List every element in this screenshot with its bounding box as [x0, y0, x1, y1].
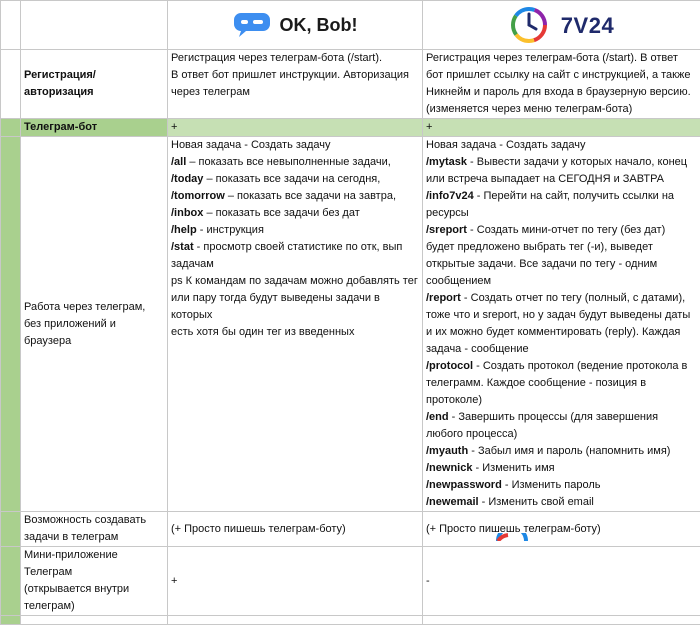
create-ok-cell: (+ Просто пишешь телеграм-боту) [168, 512, 423, 547]
header-corner-cell [21, 1, 168, 50]
command-description: - Создать протокол (ведение протокола в [473, 360, 687, 372]
bot-7v24-cell: + [423, 119, 700, 137]
mini-app-row [1, 547, 700, 616]
command-description: задачам [171, 258, 214, 270]
edge-cell [1, 50, 21, 119]
cell-line: Мини-приложение Телеграм [24, 547, 164, 581]
command-description: - Изменить имя [472, 462, 554, 474]
command-line [426, 154, 697, 171]
command-name: /end [426, 411, 449, 423]
command-description: - Вывести задачи у которых начало, конец [467, 156, 687, 168]
command-description: любого процесса) [426, 428, 517, 440]
registration-label: Регистрация/авторизация [21, 50, 168, 119]
create-label-cell [21, 512, 168, 547]
edge-cell [1, 119, 21, 137]
work-label: Работа через телеграм, без приложений и браузера [21, 137, 168, 512]
mini-app-7v24-cell: - [423, 547, 700, 616]
command-line [171, 154, 419, 171]
command-line [171, 290, 419, 324]
command-description: - Создать отчет по тегу (полный, с датами), [461, 292, 685, 304]
command-name: /help [171, 224, 197, 236]
command-name: /newpassword [426, 479, 502, 491]
command-description: телеграмм. Каждое сообщение - позиция в [426, 377, 646, 389]
command-name: /newnick [426, 462, 472, 474]
command-line [171, 222, 419, 239]
ok-bob-header [168, 1, 423, 50]
command-line [426, 222, 697, 239]
command-description: - Забыл имя и пароль (напомнить имя) [468, 445, 670, 457]
command-line [426, 324, 697, 341]
command-description: – показать все задачи на сегодня, [203, 173, 380, 185]
command-line [426, 239, 697, 256]
command-description: ресурсы [426, 207, 469, 219]
cell-line: В ответ бот пришлет инструкции. Авторизация [171, 67, 419, 84]
command-description: сообщением [426, 275, 491, 287]
command-line [171, 256, 419, 273]
mini-app-ok-cell: + [168, 547, 423, 616]
command-line [426, 358, 697, 375]
command-description: будет предложено выбрать тег (-и), выведет [426, 241, 653, 253]
registration-ok-cell [168, 50, 423, 119]
7v24-header [423, 1, 700, 50]
command-line [171, 205, 419, 222]
cell-line: Регистрация через телеграм-бота (/start). В ответ [426, 50, 697, 67]
command-line [171, 188, 419, 205]
chat-bubble-icon [233, 12, 271, 38]
command-line [426, 375, 697, 392]
bot-row [1, 119, 700, 137]
command-description: - Перейти на сайт, получить ссылки на [474, 190, 674, 202]
command-description: или встреча выпадает на СЕГОДНЯ и ЗАВТРА [426, 173, 664, 185]
work-row [1, 137, 700, 512]
command-line [426, 137, 697, 154]
work-ok-cell [168, 137, 423, 512]
command-description: задача - сообщение [426, 343, 529, 355]
command-line [426, 290, 697, 307]
7v24-name: 7V24 [561, 17, 614, 34]
command-line [426, 205, 697, 222]
command-name: /sreport [426, 224, 467, 236]
edge-cell [1, 512, 21, 547]
mini-app-label-cell [21, 547, 168, 616]
cell-line: Регистрация через телеграм-бота (/start). [171, 50, 419, 67]
command-line [426, 460, 697, 477]
command-line [426, 273, 697, 290]
command-description: – показать все задачи на завтра, [225, 190, 396, 202]
partial-cell [423, 616, 700, 625]
command-name: /report [426, 292, 461, 304]
partial-cell [21, 616, 168, 625]
registration-row [1, 50, 700, 119]
command-line [171, 137, 419, 154]
cell-line: (открывается внутри [24, 581, 164, 598]
command-description: протоколе) [426, 394, 482, 406]
command-description: или пару тогда будут выведены задачи в которых [171, 292, 380, 321]
command-line [171, 171, 419, 188]
cell-line: Никнейм и пароль для входа в браузерную версию. [426, 84, 697, 101]
command-name: /tomorrow [171, 190, 225, 202]
create-7v24-cell: (+ Просто пишешь телеграм-боту) [423, 512, 700, 547]
command-line [426, 426, 697, 443]
edge-cell [1, 1, 21, 50]
ok-bob-name: OK, Bob! [280, 17, 358, 34]
command-line [171, 273, 419, 290]
partial-cell [168, 616, 423, 625]
command-description: открытые задачи. Все задачи по тегу - одним [426, 258, 657, 270]
work-ok-list [171, 137, 419, 341]
cell-line: задачи в телеграм [24, 529, 164, 546]
command-line [426, 307, 697, 324]
edge-cell [1, 137, 21, 512]
command-line [426, 256, 697, 273]
registration-7v24-cell [423, 50, 700, 119]
command-name: /inbox [171, 207, 203, 219]
edge-cell [1, 547, 21, 616]
command-name: /info7v24 [426, 190, 474, 202]
create-row [1, 512, 700, 547]
cell-line: через телеграм [171, 84, 419, 101]
command-line [426, 341, 697, 358]
command-description: - Создать мини-отчет по тегу (без дат) [467, 224, 665, 236]
clock-logo-icon [509, 5, 549, 45]
cell-line: (изменяется через меню телеграм-бота) [426, 101, 697, 118]
command-name: /mytask [426, 156, 467, 168]
command-name: /stat [171, 241, 194, 253]
command-line [426, 409, 697, 426]
command-description: - Завершить процессы (для завершения [449, 411, 658, 423]
command-line [426, 171, 697, 188]
clock-logo-partial-icon [494, 533, 530, 541]
command-description: Новая задача - Создать задачу [426, 139, 586, 151]
cell-line: Возможность создавать [24, 512, 164, 529]
command-name: /myauth [426, 445, 468, 457]
work-7v24-cell [423, 137, 700, 512]
cell-line: бот пришлет ссылку на сайт с инструкцией, а также [426, 67, 697, 84]
command-line [426, 443, 697, 460]
command-description: – показать все задачи без дат [203, 207, 359, 219]
command-description: - Изменить пароль [502, 479, 601, 491]
edge-cell [1, 616, 21, 625]
command-name: /today [171, 173, 203, 185]
bot-ok-cell: + [168, 119, 423, 137]
command-name: /protocol [426, 360, 473, 372]
command-description: Новая задача - Создать задачу [171, 139, 331, 151]
command-line [426, 477, 697, 494]
header-row [1, 1, 700, 50]
command-description: - просмотр своей статистике по отк, вып [194, 241, 403, 253]
work-7v24-list [426, 137, 697, 511]
bot-label: Телеграм-бот [21, 119, 168, 137]
command-name: /newemail [426, 496, 479, 508]
partial-row [1, 616, 700, 625]
command-line [426, 494, 697, 511]
command-description: ps К командам по задачам можно добавлять тег [171, 275, 418, 287]
command-description: есть хотя бы один тег из введенных [171, 326, 354, 338]
command-name: /all [171, 156, 186, 168]
command-description: - инструкция [197, 224, 264, 236]
command-description: тоже что и sreport, но у задач будут выведены даты [426, 309, 690, 321]
command-line [171, 324, 419, 341]
command-description: и их можно будет комментировать (reply). Каждая [426, 326, 680, 338]
command-line [426, 392, 697, 409]
cell-line: телеграм) [24, 598, 164, 615]
command-description: – показать все невыполненные задачи, [186, 156, 391, 168]
command-line [171, 239, 419, 256]
command-description: - Изменить свой email [479, 496, 594, 508]
command-line [426, 188, 697, 205]
